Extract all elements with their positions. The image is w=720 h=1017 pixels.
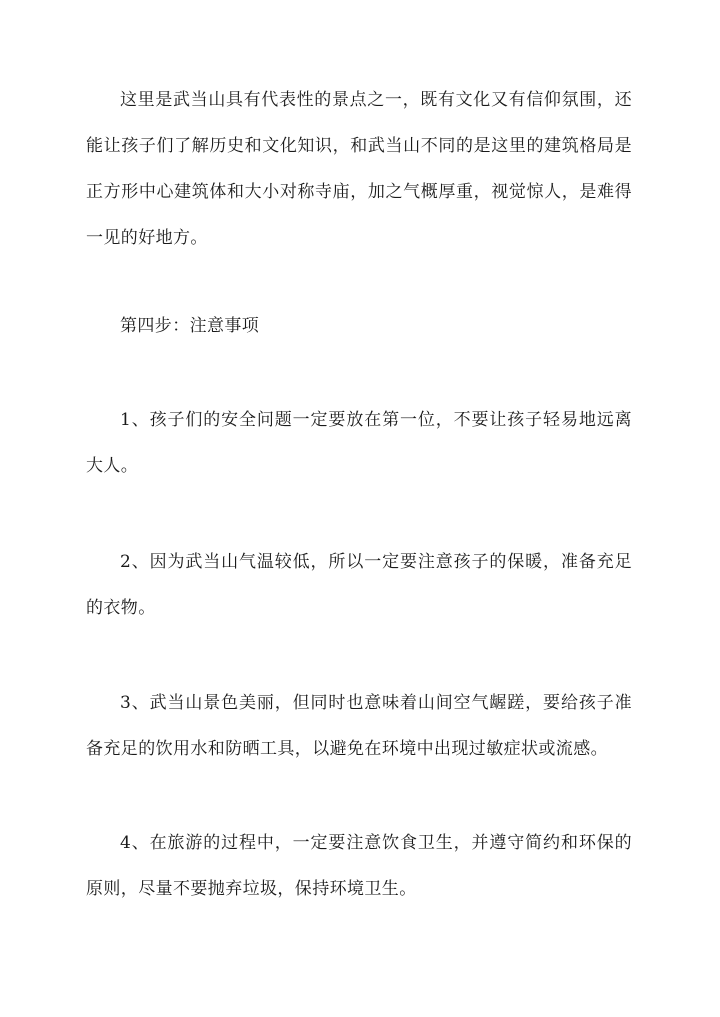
intro-paragraph: 这里是武当山具有代表性的景点之一，既有文化又有信仰氛围，还能让孩子们了解历史和文化知识，和武当山不同的是这里的建筑格局是正方形中心建筑体和大小对称寺庙，加之气概厚重，视觉惊人，是难得一见的好地方。 bbox=[86, 90, 632, 248]
section-heading: 第四步：注意事项 bbox=[120, 316, 260, 336]
note-item-4: 4、在旅游的过程中，一定要注意饮食卫生，并遵守简约和环保的原则，尽量不要抛弃垃圾，保持环境卫生。 bbox=[86, 833, 632, 899]
note-item-2: 2、因为武当山气温较低，所以一定要注意孩子的保暖，准备充足的衣物。 bbox=[86, 552, 632, 618]
note-item-3: 3、武当山景色美丽，但同时也意味着山间空气龌蹉，要给孩子准备充足的饮用水和防晒工具，以避免在环境中出现过敏症状或流感。 bbox=[86, 693, 632, 759]
note-item-1: 1、孩子们的安全问题一定要放在第一位，不要让孩子轻易地远离大人。 bbox=[86, 410, 632, 476]
